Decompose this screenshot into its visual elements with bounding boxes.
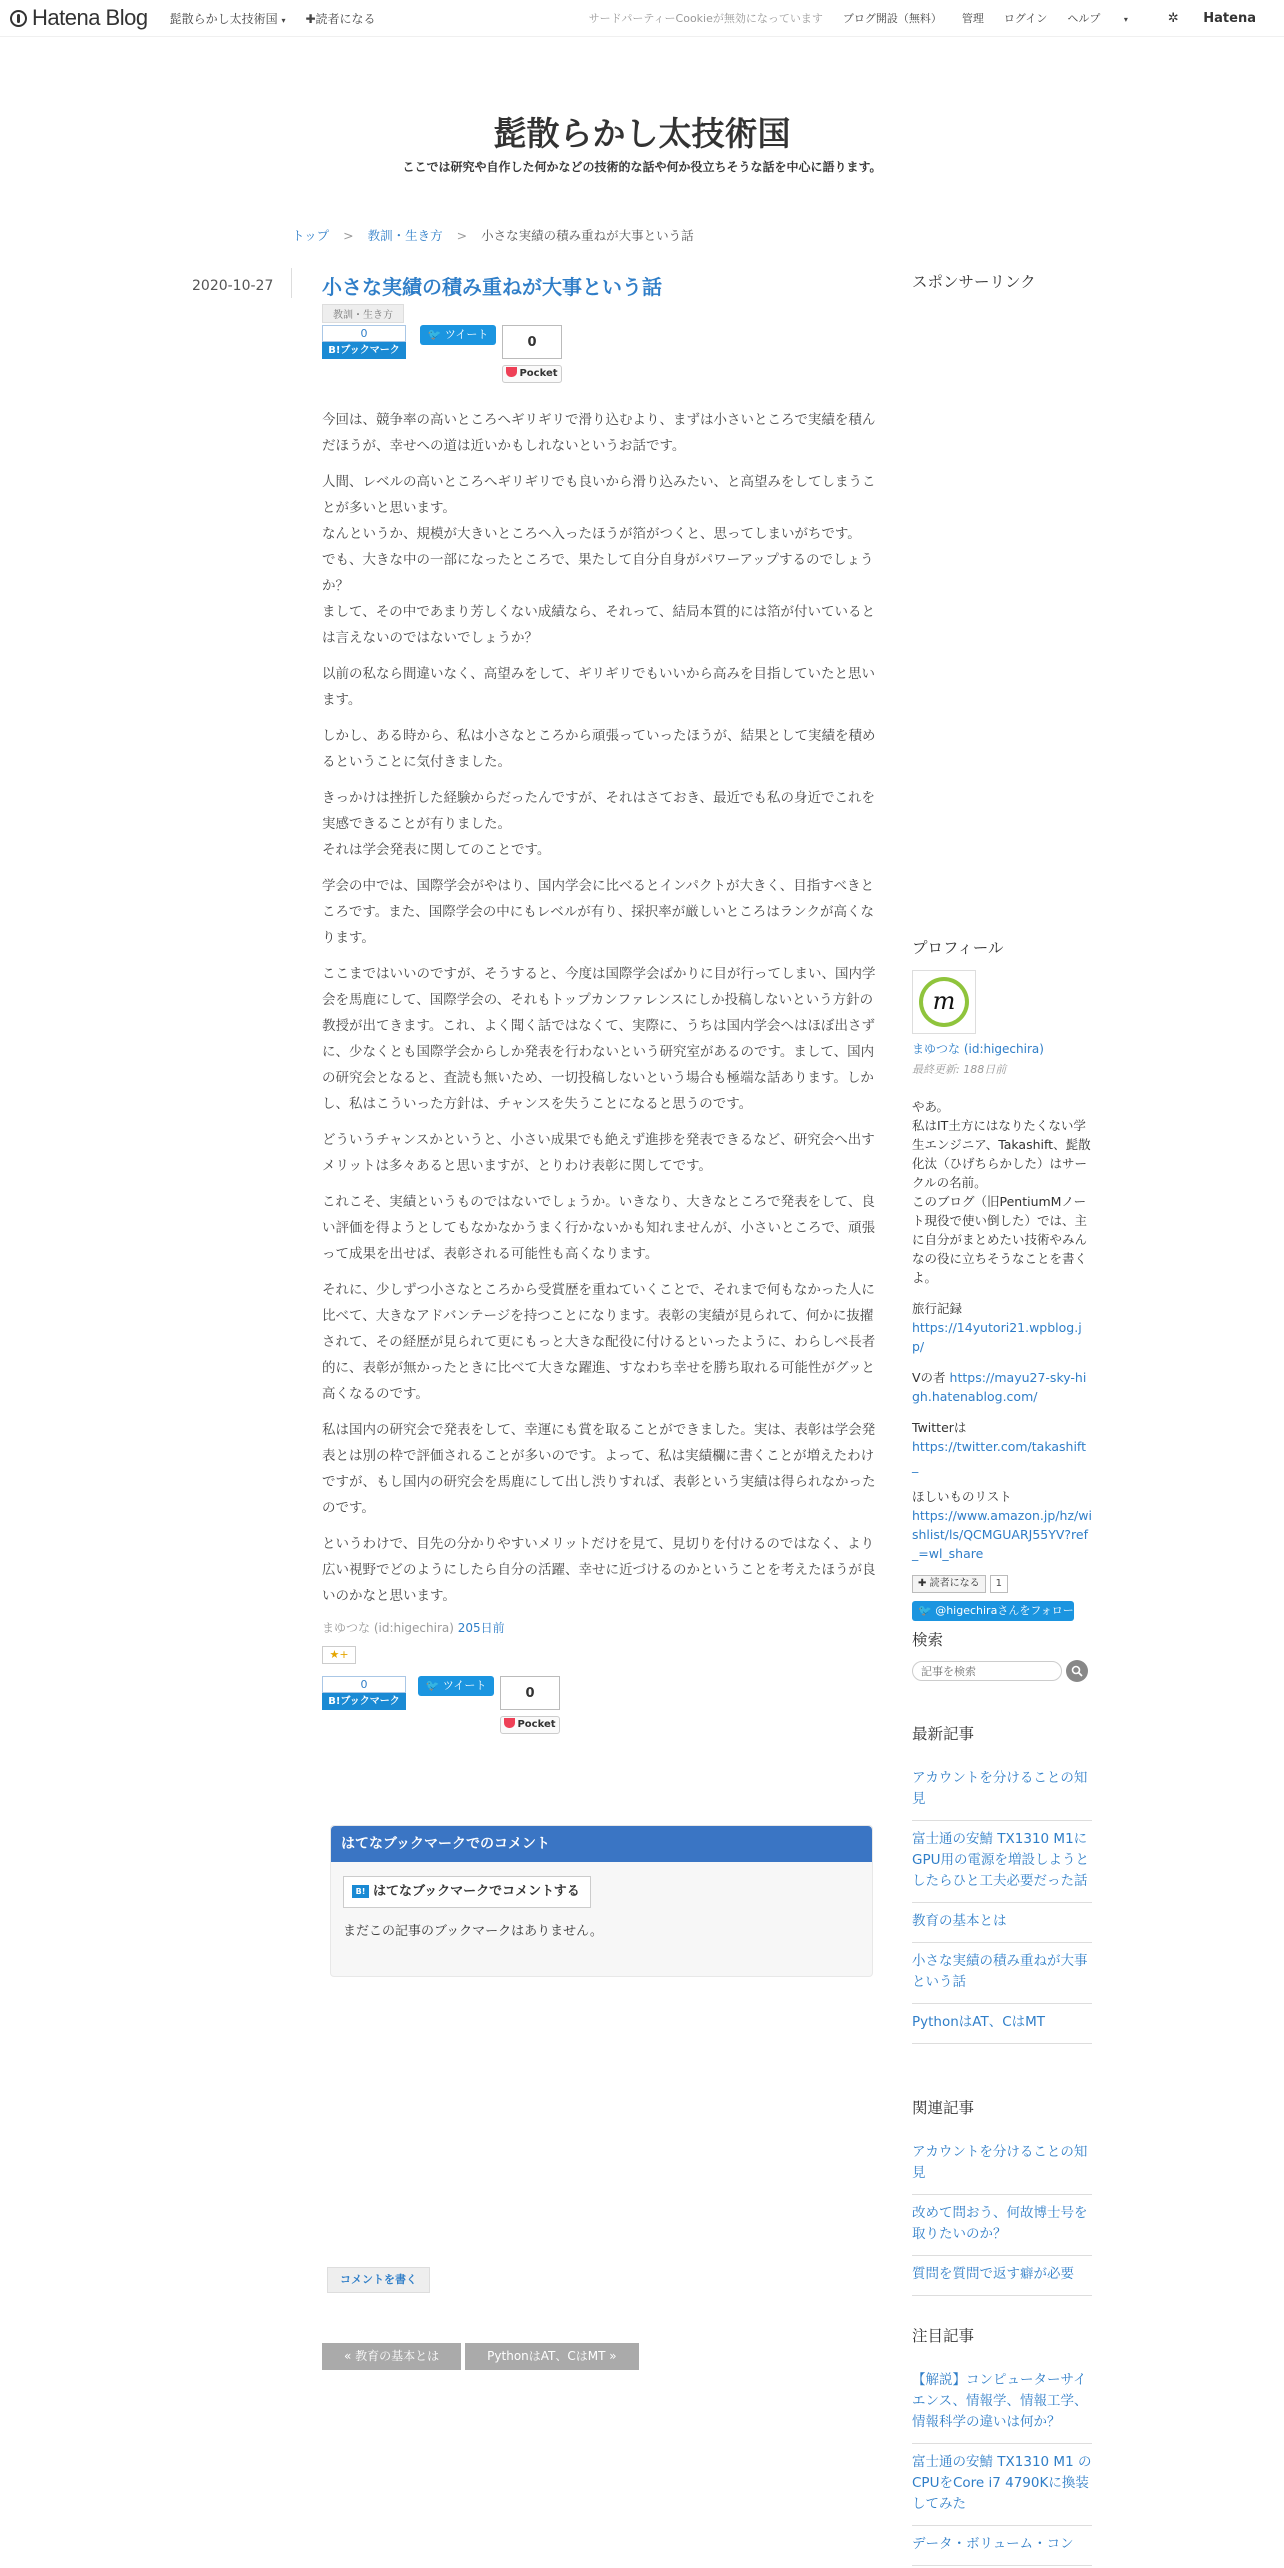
entry-paragraph bbox=[322, 1127, 884, 1179]
avatar-letter: m bbox=[923, 981, 965, 1023]
wishlist-block bbox=[912, 1487, 1092, 1563]
date-divider bbox=[291, 268, 292, 298]
hatena-bookmark-button[interactable] bbox=[322, 1676, 406, 1710]
recent-entry-link[interactable]: 教育の基本とは bbox=[912, 1903, 1092, 1943]
logo-text: Hatena Blog bbox=[32, 5, 148, 30]
vtuber-label: Vの者 bbox=[912, 1370, 946, 1385]
recent-entry-link[interactable]: アカウントを分けることの知見 bbox=[912, 1760, 1092, 1821]
tweet-button[interactable]: 🐦 ツイート bbox=[418, 1676, 494, 1696]
featured-list bbox=[912, 2362, 1092, 2566]
blog-description: ここでは研究や自作した何かなどの技術的な話や何か役立ちそうな話を中心に語ります。 bbox=[402, 160, 882, 174]
wishlist-label: ほしいものリスト bbox=[912, 1489, 1012, 1504]
profile-desc-line: やあ。 bbox=[912, 1099, 950, 1114]
paragraph-line: それに、少しずつ小さなところから受賞歴を重ねていくことで、それまで何もなかった人に比べて、大きなアドバンテージを持つことになります。表彰の実績が見られて、何かに抜擢されて、その経歴が見られて更にもっと大きな配役に付けるといったように、わらしべ長者的に、表彰が無かったときに比べて大きな躍進、すなわち幸せを勝ち取れる可能性がグッと高くなるのです。 bbox=[322, 1282, 876, 1402]
blog-menu[interactable]: 髭散らかし太技術国 ▾ bbox=[169, 11, 286, 26]
search-row bbox=[912, 1660, 1092, 1682]
caret-down-icon: ▾ bbox=[281, 15, 286, 25]
profile-module bbox=[912, 936, 1092, 1621]
subscribe-row bbox=[912, 1575, 1092, 1593]
entry-byline bbox=[322, 1619, 884, 1636]
entry-paragraph bbox=[322, 961, 884, 1117]
search-heading: 検索 bbox=[912, 1631, 944, 1649]
breadcrumb-separator: > bbox=[343, 228, 354, 243]
twitter-label: Twitterは bbox=[912, 1420, 967, 1435]
paragraph-line: 私は国内の研究会で発表をして、幸運にも賞を取ることができました。実は、表彰は学会発表とは別の枠で評価されることが多いのです。よって、私は実績欄に書くことが増えたわけですが、もし国内の研究会を馬鹿にして出し渋りすれば、表彰という実績は得られなかったのです。 bbox=[322, 1422, 876, 1516]
paragraph-line: 今回は、競争率の高いところへギリギリで滑り込むより、まずは小さいところで実績を積んだほうが、幸せへの道は近いかもしれないというお話です。 bbox=[322, 412, 876, 454]
recent-heading: 最新記事 bbox=[912, 1725, 975, 1743]
subscriber-count: 1 bbox=[990, 1575, 1008, 1593]
plus-icon: ✚ bbox=[305, 11, 316, 26]
vtuber-link[interactable]: https://mayu27-sky-high.hatenablog.com/ bbox=[912, 1370, 1087, 1404]
global-header bbox=[0, 0, 1284, 37]
entry-ago-link[interactable]: 205日前 bbox=[457, 1621, 505, 1635]
vtuber-block bbox=[912, 1368, 1092, 1406]
write-comment-button[interactable]: コメントを書く bbox=[327, 2267, 430, 2293]
featured-heading: 注目記事 bbox=[912, 2327, 975, 2345]
featured-entry-link[interactable]: 【解説】コンピューターサイエンス、情報学、情報工学、情報科学の違いは何か？ bbox=[912, 2362, 1092, 2444]
breadcrumb-category[interactable]: 教訓・生き方 bbox=[367, 228, 443, 243]
related-module bbox=[912, 2096, 1092, 2296]
hatena-blog-logo[interactable] bbox=[10, 5, 148, 31]
pocket-icon bbox=[506, 367, 517, 377]
recent-entry-link[interactable]: 小さな実績の積み重ねが大事という話 bbox=[912, 1943, 1092, 2004]
bookmark-count[interactable]: 0 bbox=[322, 1676, 406, 1693]
plus-icon: ✚ bbox=[918, 1578, 927, 1589]
avatar-ring bbox=[919, 977, 969, 1027]
twitter-link[interactable]: https://twitter.com/takashift_ bbox=[912, 1439, 1086, 1473]
profile-desc-line: このブログ（旧PentiumMノート現役で使い倒した）では、主に自分がまとめたい技術やみんなの役に立ちそうなことを書くよ。 bbox=[912, 1194, 1088, 1285]
related-list bbox=[912, 2134, 1092, 2296]
share-buttons-top bbox=[322, 325, 884, 391]
breadcrumb-current: 小さな実績の積み重ねが大事という話 bbox=[481, 228, 694, 243]
wishlist-link[interactable]: https://www.amazon.jp/hz/wishlist/ls/QCMGUARJ55YV?ref_=wl_share bbox=[912, 1508, 1092, 1561]
entry-date[interactable]: 2020-10-27 bbox=[192, 278, 274, 294]
entry-paragraph bbox=[322, 723, 884, 775]
entry-paragraph bbox=[322, 785, 884, 863]
hatena-bookmark-comments bbox=[330, 1825, 873, 1977]
breadcrumb-top[interactable]: トップ bbox=[292, 228, 330, 243]
travel-link[interactable]: https://14yutori21.wpblog.jp/ bbox=[912, 1320, 1082, 1354]
hatena-bookmark-button[interactable] bbox=[322, 325, 406, 359]
pocket-icon bbox=[504, 1718, 515, 1728]
entry-paragraph bbox=[322, 1189, 884, 1267]
related-entry-link[interactable]: 改めて問おう、何故博士号を取りたいのか？ bbox=[912, 2195, 1092, 2256]
search-icon bbox=[1071, 1665, 1083, 1677]
entry-paragraph bbox=[322, 873, 884, 951]
admin-link[interactable]: 管理 bbox=[961, 12, 984, 25]
twitter-block bbox=[912, 1418, 1092, 1475]
profile-name[interactable]: まゆつな (id:higechira) bbox=[912, 1042, 1044, 1056]
category-tag[interactable]: 教訓・生き方 bbox=[322, 304, 404, 323]
bookmark-count[interactable]: 0 bbox=[322, 325, 406, 342]
entry-main bbox=[322, 273, 884, 1742]
entry-paragraph bbox=[322, 407, 884, 459]
last-updated: 最終更新: 188日前 bbox=[912, 1063, 1007, 1076]
tweet-button[interactable]: 🐦 ツイート bbox=[420, 325, 496, 345]
profile-desc-line: 私はIT土方にはなりたくない学生エンジニア、Takashift、髭散化汰（ひげちらかした）はサークルの名前。 bbox=[912, 1118, 1091, 1190]
hatena-bookmark-icon: B! bbox=[352, 1885, 369, 1898]
entry-body bbox=[322, 407, 884, 1609]
author-name[interactable]: まゆつな (id:higechira) bbox=[322, 1621, 454, 1635]
pocket-button[interactable] bbox=[502, 325, 562, 383]
pager bbox=[322, 2343, 643, 2370]
profile-description bbox=[912, 1097, 1092, 1287]
paragraph-line: でも、大きな中の一部になったところで、果たして自分自身がパワーアップするのでしょうか？ bbox=[322, 552, 874, 594]
add-star-button[interactable]: ★+ bbox=[322, 1646, 356, 1664]
subscribe-button[interactable]: ✚ 読者になる bbox=[912, 1575, 986, 1593]
recent-list bbox=[912, 1760, 1092, 2044]
pocket-save[interactable]: Pocket bbox=[500, 1716, 560, 1734]
paragraph-line: 人間、レベルの高いところへギリギリでも良いから滑り込みたい、と高望みをしてしまうことが多いと思います。 bbox=[322, 474, 876, 516]
twitter-bird-icon: 🐦 bbox=[427, 328, 442, 341]
paragraph-line: しかし、ある時から、私は小さなところから頑張っていったほうが、結果として実績を積めるということに気付きました。 bbox=[322, 728, 876, 770]
paragraph-line: これこそ、実績というものではないでしょうか。いきなり、大きなところで発表をして、良い評価を得ようとしてもなかなかうまく行かないかも知れませんが、小さいところで、頑張って成果を出せば、表彰される可能性も高くなります。 bbox=[322, 1194, 876, 1262]
paragraph-line: きっかけは挫折した経験からだったんですが、それはさておき、最近でも私の身近でこれを実感できることが有りました。 bbox=[322, 790, 875, 832]
paragraph-line: まして、その中であまり芳しくない成績なら、それって、結局本質的には箔が付いているとは言えないのではないでしょうか？ bbox=[322, 604, 875, 646]
login-link[interactable]: ログイン bbox=[1003, 12, 1048, 25]
caret-down-icon: ▾ bbox=[1123, 15, 1128, 24]
paragraph-line: なんというか、規模が大きいところへ入ったほうが箔がつくと、思ってしまいがちです。 bbox=[322, 526, 861, 542]
entry-title[interactable]: 小さな実績の積み重ねが大事という話 bbox=[322, 275, 662, 299]
recent-entry-link[interactable]: 富士通の安鯖 TX1310 M1にGPU用の電源を増設しようとしたらひと工夫必要だった話 bbox=[912, 1821, 1092, 1903]
featured-entry-link[interactable]: データ・ボリューム・コン bbox=[912, 2526, 1092, 2566]
cookie-notice: サードパーティーCookieが無効になっています bbox=[588, 12, 823, 25]
featured-module bbox=[912, 2324, 1092, 2566]
search-module bbox=[912, 1628, 1092, 1682]
sidebar bbox=[912, 270, 1092, 2552]
breadcrumb bbox=[292, 226, 694, 244]
share-buttons-bottom bbox=[322, 1676, 884, 1742]
paragraph-line: それは学会発表に関してのことです。 bbox=[322, 842, 551, 858]
paragraph-line: 以前の私なら間違いなく、高望みをして、ギリギリでもいいから高みを目指していたと思います。 bbox=[322, 666, 875, 708]
recent-entry-link[interactable]: PythonはAT、CはMT bbox=[912, 2004, 1092, 2044]
comment-with-bookmark-button[interactable]: B! はてなブックマークでコメントする bbox=[343, 1876, 591, 1908]
entry-paragraph bbox=[322, 1417, 884, 1521]
pocket-button[interactable] bbox=[500, 1676, 560, 1734]
pocket-save[interactable]: Pocket bbox=[502, 365, 562, 383]
hatena-star-icon: ✲ bbox=[1167, 10, 1179, 26]
start-blog-link[interactable]: ブログ開設（無料） bbox=[842, 12, 942, 25]
subscribe-menu[interactable]: ✚読者になる bbox=[305, 11, 376, 26]
profile-heading: プロフィール bbox=[912, 939, 1004, 957]
entry-paragraph bbox=[322, 1531, 884, 1609]
hatena-logo-icon bbox=[10, 10, 27, 27]
bookmark-label[interactable]: B!ブックマーク bbox=[322, 1693, 406, 1710]
avatar[interactable] bbox=[912, 970, 976, 1034]
twitter-bird-icon: 🐦 bbox=[918, 1604, 932, 1617]
related-entry-link[interactable]: 質問を質問で返す癖が必要 bbox=[912, 2256, 1092, 2296]
paragraph-line: 学会の中では、国際学会がやはり、国内学会に比べるとインパクトが大きく、目指すべきところです。また、国際学会の中にもレベルが有り、採択率が厳しいところはランクが高くなります。 bbox=[322, 878, 875, 946]
featured-entry-link[interactable]: 富士通の安鯖 TX1310 M1 のCPUをCore i7 4790Kに換装してみた bbox=[912, 2444, 1092, 2526]
entry-paragraph bbox=[322, 1277, 884, 1407]
related-entry-link[interactable]: アカウントを分けることの知見 bbox=[912, 2134, 1092, 2195]
pocket-count: 0 bbox=[500, 1676, 560, 1710]
next-entry-link[interactable]: PythonはAT、CはMT » bbox=[465, 2343, 638, 2370]
paragraph-line: というわけで、目先の分かりやすいメリットだけを見て、見切りを付けるのではなく、より広い視野でどのようにしたら自分の活躍、幸せに近づけるのかということを考えたほうが良いのかなと思います。 bbox=[322, 1536, 876, 1604]
pocket-count: 0 bbox=[502, 325, 562, 359]
twitter-follow-button[interactable]: 🐦 @higechiraさんをフォロー bbox=[912, 1601, 1074, 1621]
paragraph-line: どういうチャンスかというと、小さい成果でも絶えず進捗を発表できるなど、研究会へ出すメリットは多々あると思いますが、とりわけ表彰に関してです。 bbox=[322, 1132, 875, 1174]
help-menu[interactable]: ヘルプ ▾ bbox=[1067, 12, 1128, 25]
entry-paragraph bbox=[322, 469, 884, 651]
paragraph-line: ここまではいいのですが、そうすると、今度は国際学会ばかりに目が行ってしまい、国内学会を馬鹿にして、国際学会の、それもトップカンファレンスにしか投稿しないという方針の教授が出てきます。これ、よく聞く話ではなくて、実際に、うちは国内学会へはほぼ出さずに、少なくとも国際学会からしか発表を行わないという研究室があるのです。まして、国内の研究会となると、査読も無いため、一切投稿しないという場合も極端な話あります。しかし、私はこういった方針は、チャンスを失うことになると思うのです。 bbox=[322, 966, 876, 1112]
entry-paragraph bbox=[322, 661, 884, 713]
hatena-brand[interactable]: ✲ Hatena bbox=[1167, 10, 1256, 26]
prev-entry-link[interactable]: « 教育の基本とは bbox=[322, 2343, 461, 2370]
bookmark-label[interactable]: B!ブックマーク bbox=[322, 342, 406, 359]
breadcrumb-separator: > bbox=[456, 228, 468, 243]
comments-header: はてなブックマークでのコメント bbox=[331, 1826, 872, 1862]
no-bookmarks-message: まだこの記事のブックマークはありません。 bbox=[343, 1924, 603, 1939]
sponsor-heading: スポンサーリンク bbox=[912, 273, 1036, 291]
search-button[interactable] bbox=[1066, 1660, 1088, 1682]
related-heading: 関連記事 bbox=[912, 2099, 975, 2117]
twitter-bird-icon: 🐦 bbox=[425, 1679, 440, 1692]
travel-block bbox=[912, 1299, 1092, 1356]
search-input[interactable] bbox=[912, 1661, 1062, 1681]
recent-module bbox=[912, 1722, 1092, 2044]
blog-title[interactable]: 髭散らかし太技術国 bbox=[493, 114, 791, 153]
travel-label: 旅行記録 bbox=[912, 1301, 963, 1316]
